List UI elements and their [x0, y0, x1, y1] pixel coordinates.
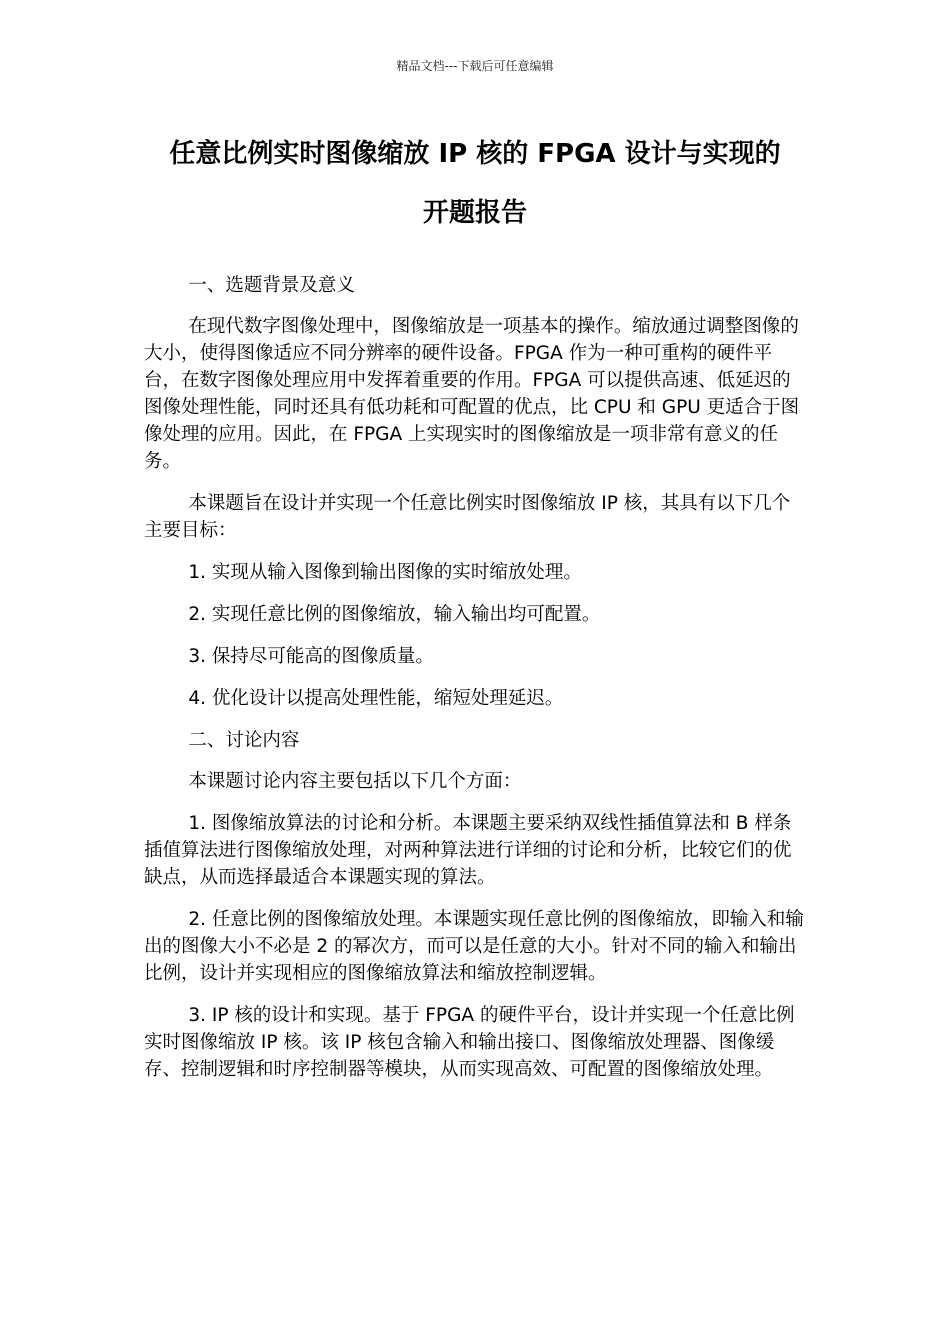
paragraph-discussion-intro: 本课题讨论内容主要包括以下几个方面：: [188, 771, 522, 792]
list-item-discussion-3: 3. IP 核的设计和实现。基于 FPGA 的硬件平台，设计并实现一个任意比例实时图像缩放 IP 核。该 IP 核包含输入和输出接口、图像缩放处理器、图像缓存、控制逻辑和时序控制器等模块，从而实现高效、可配置的图像缩放处理。: [144, 1005, 795, 1080]
document-title-line-1: 任意比例实时图像缩放 IP 核的 FPGA 设计与实现的: [169, 139, 781, 169]
document-body: [144, 272, 808, 1098]
list-item-goal-3: 3. 保持尽可能高的图像质量。: [188, 646, 434, 667]
list-item-goal-2: 2. 实现任意比例的图像缩放，输入输出均可配置。: [188, 604, 601, 625]
list-item-discussion-2: 2. 任意比例的图像缩放处理。本课题实现任意比例的图像缩放，即输入和输出的图像大小不必是 2 的幂次方，而可以是任意的大小。针对不同的输入和输出比例，设计并实现相应的图像缩放算法和缩放控制逻辑。: [144, 909, 804, 984]
list-item-goal-1: 1. 实现从输入图像到输出图像的实时缩放处理。: [188, 562, 582, 583]
paragraph-background: 在现代数字图像处理中，图像缩放是一项基本的操作。缩放通过调整图像的大小，使得图像适应不同分辨率的硬件设备。FPGA 作为一种可重构的硬件平台，在数字图像处理应用中发挥着重要的作用。FPGA 可以提供高速、低延迟的图像处理性能，同时还具有低功耗和可配置的优点，比 CPU 和 GPU 更适合于图像处理的应用。因此，在 FPGA 上实现实时的图像缩放是一项非常有意义的任务。: [144, 316, 800, 472]
page-header-watermark: 精品文档---下载后可任意编辑: [396, 59, 554, 73]
paragraph-objectives-intro: 本课题旨在设计并实现一个任意比例实时图像缩放 IP 核，其具有以下几个主要目标：: [144, 493, 791, 541]
section-heading-discussion: 二、讨论内容: [188, 730, 300, 751]
list-item-discussion-1: 1. 图像缩放算法的讨论和分析。本课题主要采纳双线性插值算法和 B 样条插值算法进行图像缩放处理，对两种算法进行详细的讨论和分析，比较它们的优缺点，从而选择最适合本课题实现的算法。: [144, 813, 792, 888]
document-title-line-2: 开题报告: [422, 198, 527, 228]
section-heading-background: 一、选题背景及意义: [188, 275, 355, 296]
list-item-goal-4: 4. 优化设计以提高处理性能，缩短处理延迟。: [188, 688, 564, 709]
